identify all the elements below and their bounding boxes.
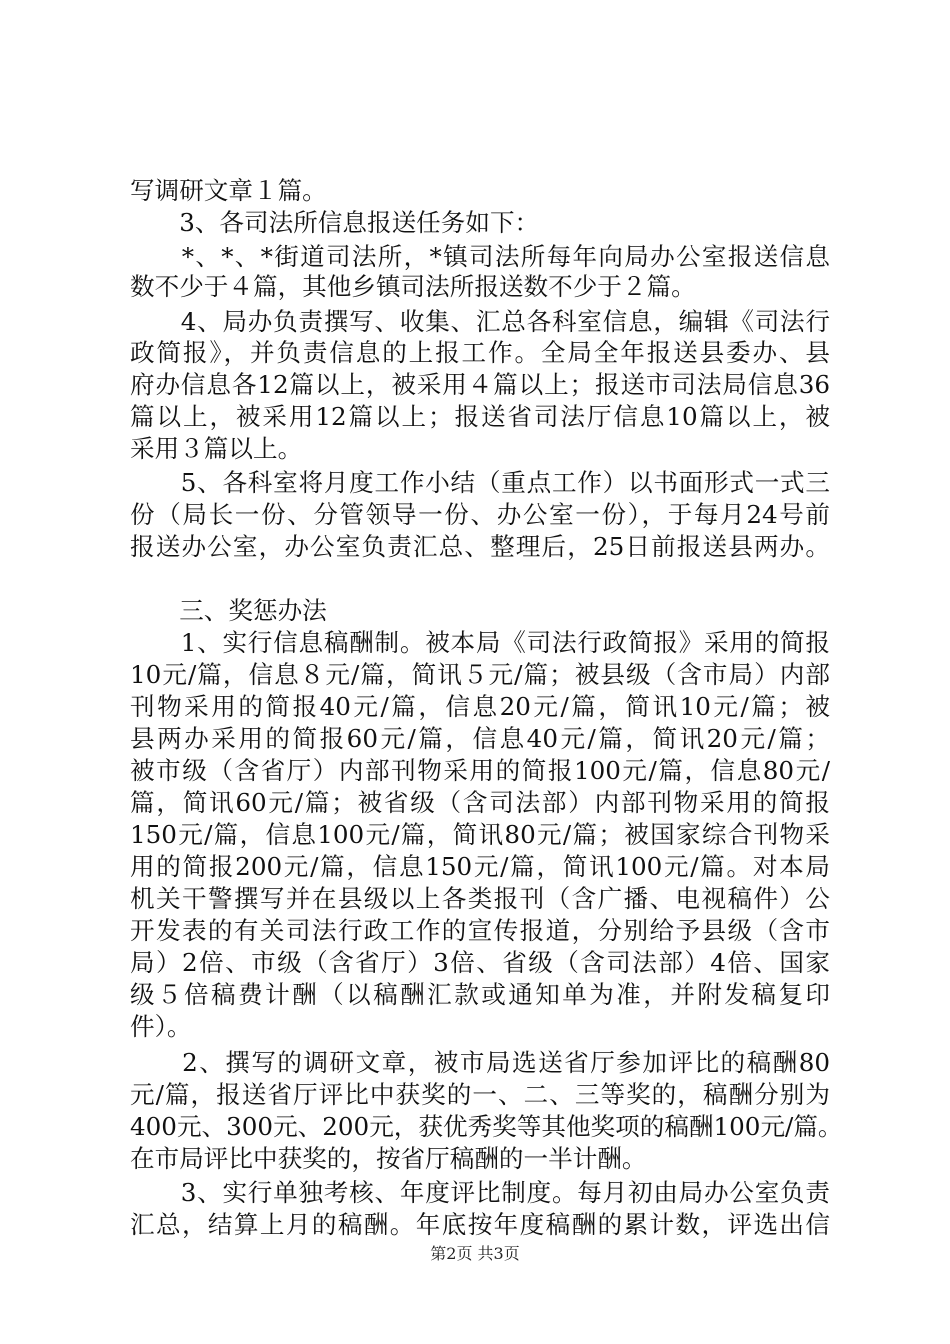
body-text-line: 1、实行信息稿酬制。被本局《司法行政简报》采用的简报 (130, 628, 830, 657)
body-text-line: 元/篇，报送省厅评比中获奖的一、二、三等奖的，稿酬分别为 (130, 1080, 830, 1109)
body-text-line: 被市级（含省厅）内部刊物采用的简报100元/篇，信息80元/ (130, 756, 830, 785)
section-heading: 三、奖惩办法 (130, 596, 327, 625)
body-text-line: 3、各司法所信息报送任务如下： (130, 208, 540, 237)
body-text-line: 10元/篇，信息８元/篇，简讯５元/篇；被县级（含市局）内部 (130, 660, 830, 689)
body-text-line: 2、撰写的调研文章，被市局选送省厅参加评比的稿酬80 (130, 1048, 830, 1077)
body-text-line: 5、各科室将月度工作小结（重点工作）以书面形式一式三 (130, 468, 830, 497)
body-text-line: *、*、*街道司法所，*镇司法所每年向局办公室报送信息 (130, 242, 830, 271)
body-text-line: 写调研文章１篇。 (130, 176, 327, 205)
body-text-line: 份（局长一份、分管领导一份、办公室一份），于每月24号前 (130, 500, 830, 529)
body-text-line: 数不少于４篇，其他乡镇司法所报送数不少于２篇。 (130, 272, 696, 301)
body-text-line: 局）2倍、市级（含省厅）3倍、省级（含司法部）4倍、国家 (130, 948, 830, 977)
body-text-line: 政简报》，并负责信息的上报工作。全局全年报送县委办、县 (130, 338, 830, 367)
body-text-line: 用的简报200元/篇，信息150元/篇，简讯100元/篇。对本局 (130, 852, 830, 881)
body-text-line: 县两办采用的简报60元/篇，信息40元/篇，简讯20元/篇； (130, 724, 830, 753)
body-text-line: 府办信息各12篇以上，被采用４篇以上；报送市司法局信息36 (130, 370, 830, 399)
page-number-footer: 第2页 共3页 (430, 1244, 520, 1263)
body-text-line: 400元、300元、200元，获优秀奖等其他奖项的稿酬100元/篇。 (130, 1112, 843, 1141)
body-text-line: 汇总，结算上月的稿酬。年底按年度稿酬的累计数，评选出信 (130, 1210, 830, 1239)
body-text-line: 件）。 (130, 1012, 192, 1041)
body-text-line: 在市局评比中获奖的，按省厅稿酬的一半计酬。 (130, 1144, 647, 1173)
body-text-line: 报送办公室，办公室负责汇总、整理后，25日前报送县两办。 (130, 532, 830, 561)
body-text-line: 采用３篇以上。 (130, 434, 303, 463)
body-text-line: 篇，简讯60元/篇；被省级（含司法部）内部刊物采用的简报 (130, 788, 830, 817)
body-text-line: 篇以上，被采用12篇以上；报送省司法厅信息10篇以上，被 (130, 402, 830, 431)
body-text-line: 3、实行单独考核、年度评比制度。每月初由局办公室负责 (130, 1178, 830, 1207)
body-text-line: 开发表的有关司法行政工作的宣传报道，分别给予县级（含市 (130, 916, 830, 945)
body-text-line: 级５倍稿费计酬（以稿酬汇款或通知单为准，并附发稿复印 (130, 980, 830, 1009)
body-text-line: 刊物采用的简报40元/篇，信息20元/篇，简讯10元/篇；被 (130, 692, 830, 721)
body-text-line: 4、局办负责撰写、收集、汇总各科室信息，编辑《司法行 (130, 307, 830, 336)
body-text-line: 150元/篇，信息100元/篇，简讯80元/篇；被国家综合刊物采 (130, 820, 830, 849)
body-text-line: 机关干警撰写并在县级以上各类报刊（含广播、电视稿件）公 (130, 884, 830, 913)
